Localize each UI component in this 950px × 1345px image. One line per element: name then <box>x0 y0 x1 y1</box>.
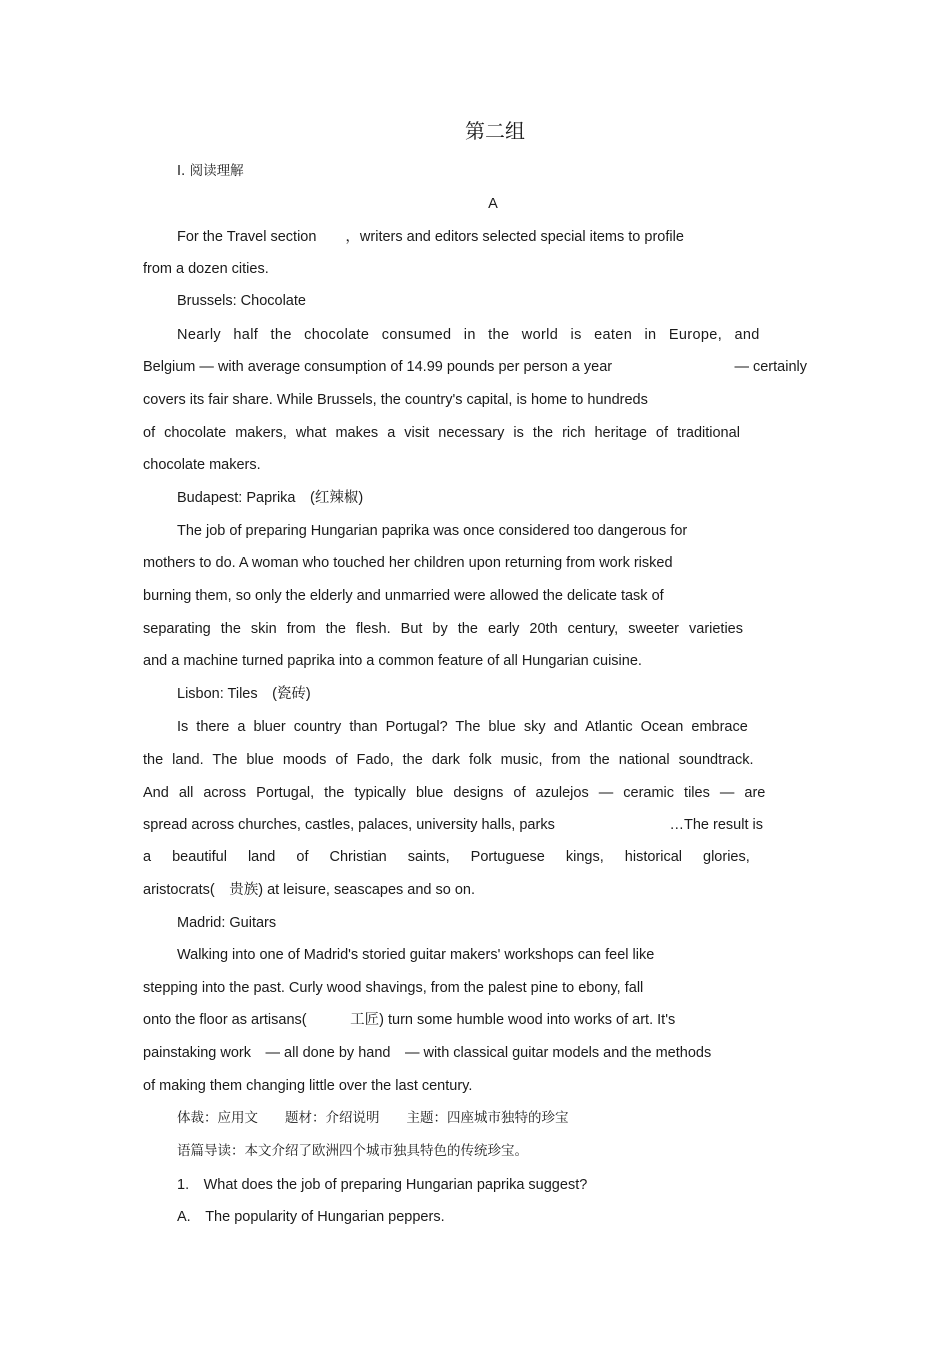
budapest-line-2: mothers to do. A woman who touched her children upon returning from work risked <box>143 555 673 571</box>
lisbon-line-2: the land. The blue moods of Fado, the dark folk music, from the national soundtrack. <box>143 752 754 768</box>
brussels-line-4: of chocolate makers, what makes a visit necessary is the rich heritage of traditional <box>143 425 740 441</box>
budapest-line-3: burning them, so only the elderly and unmarried were allowed the delicate task of <box>143 588 664 604</box>
madrid-line-5: of making them changing little over the last century. <box>143 1078 473 1094</box>
page-title: 第二组 <box>465 119 525 143</box>
budapest-line-5: and a machine turned paprika into a common feature of all Hungarian cuisine. <box>143 653 642 669</box>
lisbon-line-4 <box>143 815 763 835</box>
heading-budapest: Budapest: Paprika (红辣椒) <box>177 490 364 506</box>
lisbon-line-4-end: …The result is <box>669 817 763 833</box>
heading-madrid: Madrid: Guitars <box>177 915 277 931</box>
intro-line-2: from a dozen cities. <box>143 261 269 277</box>
budapest-line-1: The job of preparing Hungarian paprika was once considered too dangerous for <box>177 523 688 539</box>
passage-guide: 语篇导读：本文介绍了欧洲四个城市独具特色的传统珍宝。 <box>177 1143 528 1159</box>
brussels-line-5: chocolate makers. <box>143 457 261 473</box>
brussels-line-2-end: — certainly <box>734 359 807 375</box>
lisbon-line-5: a beautiful land of Christian saints, Portuguese kings, historical glories, <box>143 849 750 865</box>
brussels-line-3: covers its fair share. While Brussels, the country's capital, is home to hundreds <box>143 392 648 408</box>
madrid-line-3: onto the floor as artisans( 工匠) turn some humble wood into works of art. It's <box>143 1012 676 1028</box>
lisbon-line-4-main: spread across churches, castles, palaces, university halls, parks <box>143 817 555 833</box>
budapest-line-4: separating the skin from the flesh. But by the early 20th century, sweeter varieties <box>143 621 743 637</box>
madrid-line-2: stepping into the past. Curly wood shavings, from the palest pine to ebony, fall <box>143 980 644 996</box>
lisbon-line-1: Is there a bluer country than Portugal? The blue sky and Atlantic Ocean embrace <box>177 719 748 735</box>
lisbon-line-3: And all across Portugal, the typically blue designs of azulejos — ceramic tiles — are <box>143 785 766 801</box>
heading-lisbon: Lisbon: Tiles (瓷砖) <box>177 686 311 702</box>
heading-brussels: Brussels: Chocolate <box>177 293 306 309</box>
lisbon-line-6: aristocrats( 贵族) at leisure, seascapes and so on. <box>143 882 476 898</box>
brussels-line-2-main: Belgium — with average consumption of 14.99 pounds per person a year <box>143 359 613 375</box>
brussels-line-1: Nearly half the chocolate consumed in the world is eaten in Europe, and <box>177 327 760 343</box>
brussels-line-2 <box>143 357 807 377</box>
question-1-option-a: A. The popularity of Hungarian peppers. <box>177 1209 445 1225</box>
passage-label: A <box>488 196 498 212</box>
madrid-line-4: painstaking work — all done by hand — with classical guitar models and the methods <box>143 1045 712 1061</box>
passage-info: 体裁：应用文 题材：介绍说明 主题：四座城市独特的珍宝 <box>177 1110 569 1126</box>
section-heading: Ⅰ. 阅读理解 <box>177 163 244 179</box>
question-1: 1. What does the job of preparing Hungarian paprika suggest? <box>177 1177 588 1193</box>
madrid-line-1: Walking into one of Madrid's storied guitar makers' workshops can feel like <box>177 947 655 963</box>
intro-line-1: For the Travel section ，writers and editors selected special items to profile <box>177 229 684 245</box>
